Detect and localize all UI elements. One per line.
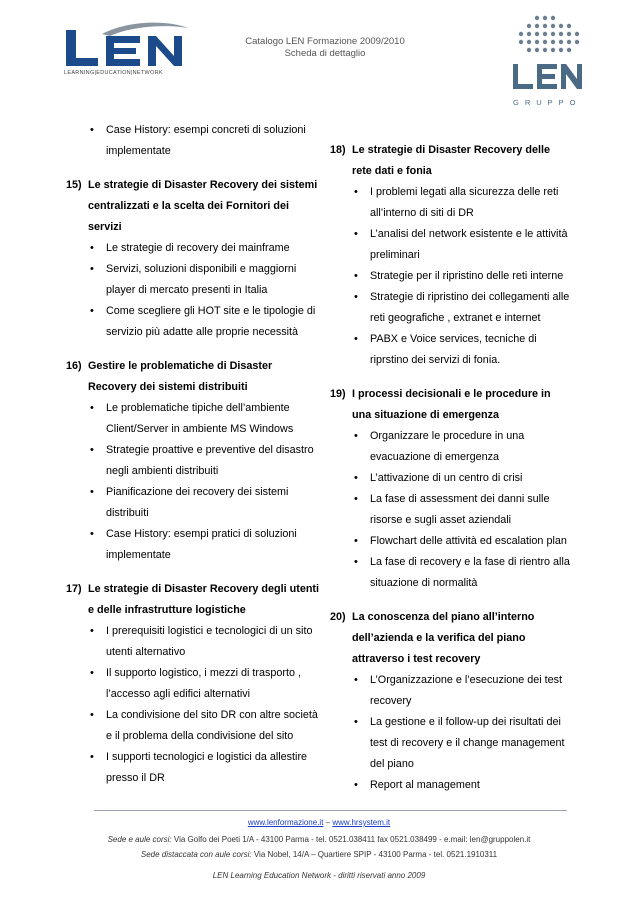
- section-16: [66, 356, 321, 566]
- section-number: 20): [330, 611, 346, 623]
- footer-address-main: [0, 835, 638, 844]
- gruppo-label: GRUPPO: [513, 98, 582, 107]
- section-number: 15): [66, 179, 82, 191]
- list-item: • Le problematiche tipiche dell’ambiente Client/Server in ambiente MS Windows: [88, 398, 321, 440]
- left-column: [66, 120, 321, 802]
- footer-address-branch: [0, 850, 638, 859]
- list-item: • Strategie per il ripristino delle reti interne: [352, 266, 570, 287]
- len-gruppo-logo: [505, 14, 585, 110]
- link-separator: –: [325, 818, 331, 827]
- list-item: • Case History: esempi pratici di soluzioni implementate: [88, 524, 321, 566]
- section-number: 16): [66, 360, 82, 372]
- section-title-text: Le strategie di Disaster Recovery delle rete dati e fonia: [352, 144, 551, 177]
- list-item: • Flowchart delle attività ed escalation plan: [352, 531, 570, 552]
- footer-address-text: Via Golfo dei Poeti 1/A - 43100 Parma - tel. 0521.038411 fax 0521.038499 - e.mail: len@gruppolen.it: [173, 835, 531, 844]
- len-logo-mark: [58, 22, 208, 72]
- section-18: [330, 140, 570, 371]
- section-title-text: Le strategie di Disaster Recovery degli utenti e delle infrastrutture logistiche: [88, 583, 320, 616]
- hrsystem-link[interactable]: www.hrsystem.it: [332, 818, 391, 827]
- list-item: • La fase di recovery e la fase di rientro alla situazione di normalità: [352, 552, 570, 594]
- list-item: • Strategie di ripristino dei collegamenti alle reti geografiche , extranet e internet: [352, 287, 570, 329]
- logo-tagline: LEARNING|EDUCATION|NETWORK: [64, 70, 163, 76]
- len-logo: [58, 22, 208, 84]
- list-item: • Servizi, soluzioni disponibili e maggiorni player di mercato presenti in Italia: [88, 259, 321, 301]
- section-title-text: Gestire le problematiche di Disaster Recovery dei sistemi distribuiti: [88, 360, 273, 393]
- section-title: [330, 607, 570, 670]
- list-item: • PABX e Voice services, tecniche di riprstino dei servizi di fonia.: [352, 329, 570, 371]
- list-item: • La condivisione del sito DR con altre società e il problema della condivisione del sito: [88, 705, 321, 747]
- list-item: • L’Organizzazione e l’esecuzione dei test recovery: [352, 670, 570, 712]
- list-item: • I prerequisiti logistici e tecnologici di un sito utenti alternativo: [88, 621, 321, 663]
- section-title-text: La conoscenza del piano all’interno dell’azienda e la verifica del piano attraverso i test recovery: [352, 611, 535, 665]
- list-item: • La fase di assessment dei danni sulle risorse e sugli asset aziendali: [352, 489, 570, 531]
- list-item: • Come scegliere gli HOT site e le tipologie di servizio più adatte alle proprie necessità: [88, 301, 321, 343]
- section-title: [330, 384, 570, 426]
- list-item: • Le strategie di recovery dei mainframe: [88, 238, 321, 259]
- header-title-block: [200, 36, 450, 60]
- list-item: • Il supporto logistico, i mezzi di trasporto , l’accesso agli edifici alternativi: [88, 663, 321, 705]
- list-item: • La gestione e il follow-up dei risultati dei test di recovery e il change management del piano: [352, 712, 570, 775]
- section-number: 19): [330, 388, 346, 400]
- section-title-text: Le strategie di Disaster Recovery dei sistemi centralizzati e la scelta dei Fornitori dei servizi: [88, 179, 318, 233]
- footer-copyright: LEN Learning Education Network - diritti riservati anno 2009: [212, 871, 426, 880]
- section-number: 18): [330, 144, 346, 156]
- catalog-line: Catalogo LEN Formazione 2009/2010: [245, 36, 405, 47]
- footer-address-label: Sede e aule corsi:: [107, 835, 172, 844]
- list-item: • L’analisi del network esistente e le attività preliminari: [352, 224, 570, 266]
- section-19: [330, 384, 570, 594]
- section-17: [66, 579, 321, 789]
- dot-matrix-icon: [505, 14, 585, 96]
- footer-links: [0, 818, 638, 827]
- list-item: • Pianificazione dei recovery dei sistemi distribuiti: [88, 482, 321, 524]
- lenformazione-link[interactable]: www.lenformazione.it: [247, 818, 324, 827]
- right-column: [330, 140, 570, 809]
- list-item: • L’attivazione di un centro di crisi: [352, 468, 570, 489]
- section-15: [66, 175, 321, 343]
- footer-branch-text: Via Nobel, 14/A – Quartiere SPIP - 43100 Parma - tel. 0521.1910311: [253, 850, 498, 859]
- section-number: 17): [66, 583, 82, 595]
- list-item: • Strategie proattive e preventive del disastro negli ambienti distribuiti: [88, 440, 321, 482]
- list-item: • Report al management: [352, 775, 570, 796]
- section-20: [330, 607, 570, 796]
- subtitle-line: Scheda di dettaglio: [284, 48, 366, 59]
- list-item: • Organizzare le procedure in una evacuazione di emergenza: [352, 426, 570, 468]
- section-title-text: I processi decisionali e le procedure in una situazione di emergenza: [352, 388, 551, 421]
- section-14-continuation: [66, 120, 321, 162]
- footer-branch-label: Sede distaccata con aule corsi:: [140, 850, 252, 859]
- list-item: • I supporti tecnologici e logistici da allestire presso il DR: [88, 747, 321, 789]
- section-title: [66, 175, 321, 238]
- page-header: [0, 0, 638, 110]
- section-title: [66, 356, 321, 398]
- footer-divider: [94, 810, 567, 811]
- list-item: • Case History: esempi concreti di soluzioni implementate: [88, 120, 321, 162]
- list-item: • I problemi legati alla sicurezza delle reti all’interno di siti di DR: [352, 182, 570, 224]
- section-title: [330, 140, 570, 182]
- section-title: [66, 579, 321, 621]
